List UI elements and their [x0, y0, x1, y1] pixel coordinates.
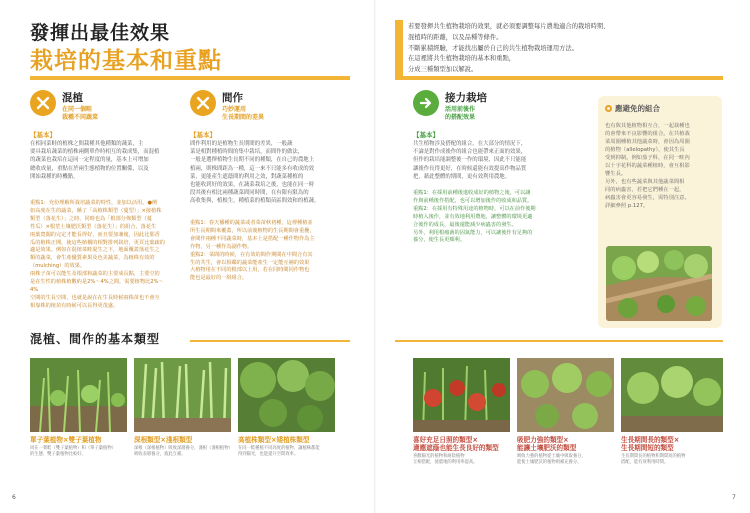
caption-line: 吸肥力強的類型× — [517, 436, 569, 444]
body-line: 總收成量，重點在於兩生態植物的位置關係，以及 — [30, 165, 149, 172]
sidebar-title-text: 應避免的組合 — [615, 104, 660, 113]
note-line: 作物，另一種作為副作物。 — [190, 243, 253, 250]
cabbage-field-photo — [606, 246, 712, 321]
intro-line: 混植時的距離，以及品種等條件。 — [408, 33, 503, 41]
intro-accent-bar — [395, 20, 403, 76]
note-line: 重點1：充份理解所栽培蔬菜的特性，並加以活用。●例 — [30, 200, 158, 206]
desc-line: 喜歡陽光的植物和耐陰植物 — [413, 454, 465, 459]
sidebar-line: 的會帶來不良影響的組合。在共植栽 — [605, 131, 690, 137]
arrow-right-icon — [413, 90, 439, 116]
note-line: 兩葉寬闊的完定才能長得好，而且要加兼後，因此比那香 — [30, 231, 160, 238]
desc-line: 的生態，雙子葉植物比較好。 — [30, 452, 86, 458]
body-line: 也能收到好的效果，在蔬菜栽培之後，也能在同一時 — [190, 182, 314, 189]
circle-icon — [605, 105, 612, 112]
body-line: 不論是對作成後作的組合也能帶來正面的效果， — [413, 149, 527, 156]
type-caption — [134, 436, 234, 444]
note-line: 如高度在生的蔬菜，稱了「高植株類型（蔓型）」×接植株 — [30, 207, 162, 214]
desc-line: 互相搭配，使農地的利用率提高。 — [413, 460, 478, 466]
body-line: 菜，更能產生遮蔭間的利用之效，對蔬菜種植的 — [190, 173, 304, 180]
type-photo-6 — [621, 358, 723, 432]
page-title: 栽培的基本和重點 — [30, 48, 222, 74]
note-line: 會間作兩種不同蔬菜時，基本上是搭配一種作物作為主 — [190, 235, 315, 242]
caption-line: 深根類型×淺根類型 — [134, 436, 193, 444]
avoid-combinations-box — [598, 96, 722, 328]
section-title: 混植 — [62, 92, 83, 104]
type-caption — [238, 436, 348, 444]
section-notes — [30, 200, 170, 311]
note-line: 時植入後作，並有效地利用農地，讓整體的環境更適 — [413, 213, 533, 220]
body-line: 植兩，則株間距為一種，這一來不只能多有收成的效 — [190, 165, 314, 172]
note-line: 性瓜）×根莖土壤肥沃類型（落花生）」的組合，落花生 — [30, 223, 157, 230]
note-line: 大植物用在不同的根部以上用，若在同時間同作物也 — [190, 267, 310, 274]
body-line: 段其後有相比兩種蔬菜間同時間，在有限有限為的 — [190, 190, 309, 197]
type-description — [413, 454, 513, 466]
section-title: 間作 — [222, 92, 243, 104]
basic-label: 【基本】 — [30, 131, 56, 139]
intro-line: 分成三種類型加以解說。 — [408, 66, 478, 74]
caption-line: 適應遮蔭也能生長良好的類型 — [413, 444, 499, 452]
sidebar-line: 病蟲害會更容易發生，需特別注意。 — [605, 195, 690, 201]
cross-icon — [190, 90, 216, 116]
note-line: 養分，使生長更順利。 — [413, 237, 465, 244]
desc-line: 能使土壤肥沃的植物則補充養分。 — [517, 460, 582, 466]
sidebar-line: 詳細參照 p.127。 — [605, 203, 649, 209]
type-description — [238, 446, 348, 458]
type-description — [621, 454, 723, 466]
caption-line: 高植株類型×矮植株類型 — [238, 436, 310, 444]
caption-line: 能讓土壤肥沃的類型 — [517, 444, 577, 452]
section-body — [413, 140, 573, 181]
sidebar-line: 以十字花科的蔬菜種植時，會互相影 — [605, 163, 690, 169]
section-body — [190, 140, 345, 206]
body-line: 菜是相對種植時間的集中栽培，而間作的做法， — [190, 149, 304, 156]
body-line: 把，藉此整體的期間，更有效利用農地。 — [413, 173, 511, 180]
body-line: 在相同菜畦的植株之間栽種其他種類的蔬菜，主 — [30, 141, 144, 147]
body-line: 間作利用的是植物生長期間的差異，一般蔬 — [190, 141, 293, 147]
body-line: 一般是選擇植物生長期不同的種類，在自己的農地上 — [190, 157, 314, 164]
caption-line: 單子葉植物×雙子葉植物 — [30, 436, 102, 444]
page-gutter — [374, 0, 376, 513]
body-line: 但作的栽培能調整後一作的環境，因此不只能能 — [413, 157, 527, 164]
note-line: 適是效果。例如在混植菜畦混生之下，地面覆蓋落花生之 — [30, 247, 160, 254]
desc-line: 得到陽光，也能提升空間效率。 — [238, 452, 299, 458]
sidebar-line: 受到抑制。例如茄子科，在同一畦內 — [605, 155, 690, 161]
section-subtitle: 栽種不同蔬菜 — [62, 114, 99, 121]
note-line: 重點2：菜間的時候，在有效的間作期間在中間合有其 — [190, 251, 313, 258]
top-divider-left — [30, 76, 350, 80]
cross-icon — [30, 90, 56, 116]
section-notes — [190, 220, 345, 283]
section-title: 接力栽培 — [445, 92, 487, 104]
type-photo-1 — [30, 358, 127, 432]
desc-line: 生長期間長的植物和期間短的植物 — [621, 454, 686, 459]
desc-line: 深根（深根植物）吸收深層養分，淺根（淺根植物） — [134, 446, 233, 451]
page-subtitle: 發揮出最佳效果 — [30, 22, 171, 44]
intro-line: 在這裡將共生植物栽培的基本和重點， — [408, 55, 516, 63]
intro-text — [408, 22, 708, 76]
sidebar-line: 另外，也有些蔬菜與其他蔬菜間相 — [605, 179, 685, 185]
type-photo-2 — [134, 358, 231, 432]
basic-label: 【基本】 — [190, 131, 216, 139]
note-line: 重點1：春天播種的蔬菜或者菜苗秋初種，這裡種植並 — [190, 220, 313, 226]
type-caption — [621, 436, 723, 452]
sidebar-line: 菜周圍種植其他蔬菜時，會因為周圍 — [605, 139, 690, 145]
intro-line: 不斷累積經驗，才能找出屬於自己的共生植物栽培運用方法。 — [408, 44, 579, 52]
type-photo-3 — [238, 358, 335, 432]
sidebar-line: 的植物（allelopathy），使其生長 — [605, 147, 685, 153]
section-notes — [413, 190, 573, 245]
desc-line: 吸收力強的植物從土壤中吸取養分， — [517, 454, 586, 459]
section-subtitle: 活用前後作 — [445, 106, 476, 113]
caption-line: 生長期間短的類型 — [621, 444, 674, 452]
note-line: （mulching）的效果。 — [30, 263, 86, 270]
body-line: 開始栽種的時機點。 — [30, 173, 79, 180]
note-line: 合後作的成長，最後還能減少病蟲害的發生。 — [413, 221, 517, 228]
note-line: 生的共生，會以相鄰的蔬菜能產生一定能互補的效果 — [190, 259, 310, 266]
caption-line: 生長期間長的類型× — [621, 436, 680, 444]
sidebar-line: 同的病蟲害，若把它們種在一起， — [605, 187, 685, 193]
desc-line: 同在一菜畦（雙子葉植物）和（單子葉植物） — [30, 446, 116, 451]
types-heading: 混植、間作的基本類型 — [30, 332, 161, 346]
type-description — [30, 446, 130, 458]
section-subtitle: 在同一個畦 — [62, 106, 93, 113]
caption-line: 喜好充足日照的類型× — [413, 436, 478, 444]
note-line: 能也是最好的一組組合。 — [190, 275, 248, 282]
note-line: 重點1：在採用前種後進收成好的植物之後，可以讓 — [413, 190, 531, 196]
top-divider-right — [395, 76, 723, 80]
note-line: 另外，利用根瘤菌的固氮能力，可以讓後作有足夠的 — [413, 229, 533, 236]
body-line: 要具栽培蔬菜的植株兩側單作時相互的栽成集，而混植 — [30, 149, 160, 156]
section-subtitle: 巧妙運用 — [222, 106, 247, 113]
body-line: 共生植物涉及搭配的組合。在大部分的情況下， — [413, 141, 527, 147]
section-body — [30, 140, 170, 181]
type-caption — [517, 436, 617, 452]
type-description — [517, 454, 617, 466]
sidebar-line: 響生長。 — [605, 171, 627, 177]
types-divider-right — [395, 340, 723, 342]
type-caption — [413, 436, 513, 452]
desc-line: 吸收表層養分，彼此互補。 — [134, 452, 186, 458]
desc-line: 搭配，能有效利用時間。 — [621, 460, 669, 466]
note-line: 重點2：在採用有特殊用途的植物時，可以在前作後期 — [413, 205, 536, 212]
note-line: 空間的生長空間，也就是說在在生長時候兩株苗也不會互 — [30, 294, 160, 301]
type-description — [134, 446, 234, 458]
section-subtitle: 生長期間的差異 — [222, 114, 265, 121]
note-line: 作與前種後作搭配，也可以增加後作的收成和品質。 — [413, 197, 533, 204]
note-line: 兩株子苗可以能生及根部和蔬菜的主要成長點，主要空的 — [30, 271, 160, 278]
basic-label: 【基本】 — [413, 131, 439, 139]
type-caption — [30, 436, 130, 444]
note-line: 相靠株的植苗有時候可以長得更茂盛。 — [30, 302, 119, 309]
page-number-left: 6 — [12, 494, 16, 501]
sidebar-text — [605, 122, 717, 210]
type-photo-5 — [517, 358, 614, 432]
sidebar-line: 也有與其他植物相互合，一起栽種也 — [605, 123, 690, 129]
note-line: 瓜的植株正開，使這些植橫的相對排列栽培，更頁比葉疏的 — [30, 239, 165, 246]
sidebar-title — [605, 103, 660, 114]
note-line: 類型（落花生）」之時，同時也為「根部分佈類型（蔓 — [30, 215, 152, 222]
section-subtitle: 的搭配效果 — [445, 114, 476, 121]
desc-line: 在同一畦種植不同高度的植物，讓植株都能 — [238, 446, 320, 451]
note-line: 類的蔬菜，會生產優質素果及色美蔬菜，為植株有效的 — [30, 255, 155, 262]
body-line: 高收集與，植根生，種植菜的植類苗區間效和的植蔬。 — [190, 198, 320, 205]
note-line: 所生長期間來覆蓋，所以前後植物的生長期間會重疊， — [190, 227, 315, 234]
intro-line: 若要發揮共生植物栽培的效果，就必須要調整每片農地適合的栽培時期、 — [408, 23, 610, 30]
type-photo-4 — [413, 358, 510, 432]
body-line: 讓後作長得更好，在時候還能有效提高作物品質 — [413, 165, 527, 172]
page-number-right: 7 — [732, 494, 736, 501]
types-divider-left — [190, 340, 350, 342]
body-line: 的蔬菜也栽培在這同一定程度的量，基本上可增加 — [30, 157, 149, 164]
note-line: 是在生性的植株植數約是2%～4%之間，需要植物比2%～4% — [30, 279, 164, 293]
